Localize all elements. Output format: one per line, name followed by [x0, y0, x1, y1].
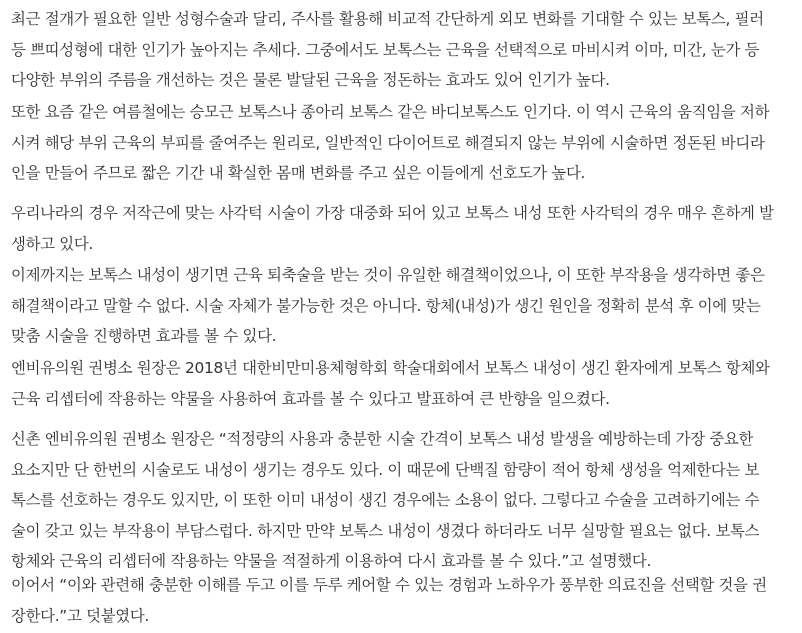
paragraph-conference — [11, 353, 770, 414]
text-line: 생하고 있다. — [11, 234, 94, 253]
text-line: 시켜 해당 부위 근육의 부피를 줄여주는 원리로, 일반적인 다이어트로 해결되지 않는 부위에 시술하면 정돈된 바디라 — [11, 133, 765, 152]
text-line: 또한 요즘 같은 여름철에는 승모근 보톡스나 종아리 보톡스 같은 바디보톡스도 인기다. 이 역시 근육의 움직임을 저하 — [11, 103, 770, 121]
paragraph-botox-popularity — [11, 4, 764, 96]
text-line: 최근 절개가 필요한 일반 성형수술과 달리, 주사를 활용해 비교적 간단하게 외모 변화를 기대할 수 있는 보톡스, 필러 — [11, 10, 764, 28]
paragraph-resistance-solution — [11, 260, 765, 352]
text-line: 항체와 근육의 리셉터에 작용하는 약물을 적절하게 이용하여 다시 효과를 볼 수 있다.”고 설명했다. — [11, 552, 652, 570]
text-line: 이제까지는 보톡스 내성이 생기면 근육 퇴축술을 받는 것이 유일한 해결책이었으나, 이 또한 부작용을 생각하면 좋은 — [11, 266, 765, 284]
text-line: 등 쁘띠성형에 대한 인기가 높아지는 추세다. 그중에서도 보톡스는 근육을 선택적으로 마비시켜 이마, 미간, 눈가 등 — [11, 40, 760, 59]
paragraph-body-botox — [11, 97, 769, 189]
text-line: 근육 리셉터에 작용하는 약물을 사용하여 효과를 볼 수 있다고 발표하여 큰 반향을 일으켰다. — [11, 389, 610, 408]
paragraph-doctor-quote — [11, 424, 759, 577]
text-line: 톡스를 선호하는 경우도 있지만, 이 또한 이미 내성이 생긴 경우에는 소용이 없다. 그렇다고 수술을 고려하기에는 수 — [11, 491, 760, 509]
text-line: 다양한 부위의 주름을 개선하는 것은 물론 발달된 근육을 정돈하는 효과도 있어 인기가 높다. — [11, 71, 610, 89]
text-line: 엔비유의원 권병소 원장은 2018년 대한비만미용체형학회 학술대회에서 보톡스 내성이 생긴 환자에게 보톡스 항체와 — [11, 359, 770, 377]
text-line: 해결책이라고 말할 수 없다. 시술 자체가 불가능한 것은 아니다. 항체(내성)가 생긴 원인을 정확히 분석 후 이에 맞는 — [11, 296, 761, 315]
text-line: 맞춤 시술을 진행하면 효과를 볼 수 있다. — [11, 327, 277, 345]
text-line: 요소지만 단 한번의 시술로도 내성이 생기는 경우도 있다. 이 때문에 단백질 함량이 적어 항체 생성을 억제한다는 보 — [11, 460, 760, 479]
paragraph-closing-advice — [11, 570, 767, 631]
paragraph-square-jaw — [11, 198, 774, 259]
text-line: 인을 만들어 주므로 짧은 기간 내 확실한 몸매 변화를 주고 싶은 이들에게 선호도가 높다. — [11, 164, 586, 182]
text-line: 술이 갖고 있는 부작용이 부담스럽다. 하지만 만약 보톡스 내성이 생겼다 하더라도 너무 실망할 필요는 없다. 보톡스 — [11, 521, 760, 540]
text-line: 장한다.”고 덧붙였다. — [11, 606, 149, 625]
text-line: 이어서 “이와 관련해 충분한 이해를 두고 이를 두루 케어할 수 있는 경험과 노하우가 풍부한 의료진을 선택할 것을 권 — [11, 576, 767, 594]
text-line: 신촌 엔비유의원 권병소 원장은 “적정량의 사용과 충분한 시술 간격이 보톡스 내성 발생을 예방하는데 가장 중요한 — [11, 430, 754, 448]
text-line: 우리나라의 경우 저작근에 맞는 사각턱 시술이 가장 대중화 되어 있고 보톡스 내성 또한 사각턱의 경우 매우 흔하게 발 — [11, 204, 774, 222]
